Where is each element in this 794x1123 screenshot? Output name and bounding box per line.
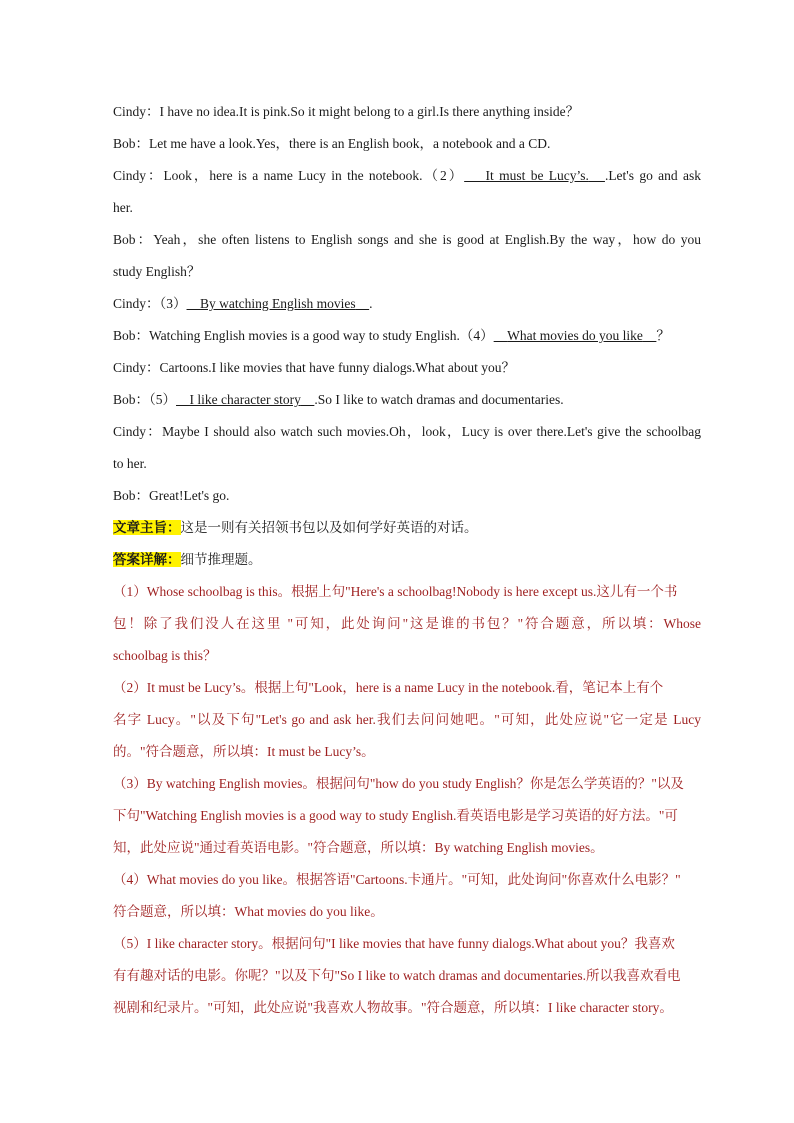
- answer-line: （3）By watching English movies。根据问句"how do you study English？你是怎么学英语的？"以及: [113, 776, 684, 791]
- speaker-label: Bob：: [113, 328, 150, 343]
- dialogue-text: .Let's go and ask: [604, 168, 701, 183]
- answer-line: 的。"符合题意，所以填：It must be Lucy’s。: [113, 744, 375, 759]
- dialogue-text: Watching English movies is a good way to study English.（4）: [149, 328, 494, 343]
- speaker-label: Cindy：: [113, 424, 163, 439]
- dialogue-line-3-cont: [113, 192, 701, 224]
- summary-text: 这是一则有关招领书包以及如何学好英语的对话。: [180, 520, 478, 535]
- answer-line: 有有趣对话的电影。你呢？"以及下句"So I like to watch dramas and documentaries.所以我喜欢看电: [113, 968, 681, 983]
- speaker-label: Cindy：: [113, 168, 164, 183]
- speaker-label: Cindy：: [113, 296, 160, 311]
- dialogue-line-2: [113, 128, 701, 160]
- answer-line: （5）I like character story。根据问句"I like movies that have funny dialogs.What about you？我喜欢: [113, 936, 675, 951]
- analysis-line: [113, 544, 701, 576]
- analysis-text: 细节推理题。: [180, 552, 262, 567]
- summary-label: 文章主旨：: [113, 520, 181, 535]
- speaker-label: Cindy：: [113, 104, 160, 119]
- dialogue-text: Cartoons.I like movies that have funny dialogs.What about you？: [159, 360, 515, 375]
- dialogue-line-9: [113, 416, 701, 448]
- speaker-label: Bob：: [113, 136, 150, 151]
- dialogue-text: ？: [656, 328, 670, 343]
- answer-line: 下句"Watching English movies is a good way to study English.看英语电影是学习英语的好方法。"可: [113, 808, 678, 823]
- answer-line: 知，此处应说"通过看英语电影。"符合题意，所以填：By watching English movies。: [113, 840, 604, 855]
- dialogue-line-4: [113, 224, 701, 256]
- answer-line: 名字 Lucy。"以及下句"Let's go and ask her.我们去问问她吧。"可知，此处应说"它一定是 Lucy: [113, 712, 701, 727]
- dialogue-line-7: [113, 352, 701, 384]
- dialogue-text: Maybe I should also watch such movies.Oh，look，Lucy is over there.Let's give the schoolbag: [162, 424, 701, 439]
- answer-blank-3: By watching English movies: [200, 296, 356, 311]
- dialogue-text: （3）: [159, 296, 187, 311]
- answer-line: 包！除了我们没人在这里 "可知，此处询问"这是谁的书包？"符合题意，所以填：Whose: [113, 616, 701, 631]
- dialogue-line-1: [113, 96, 701, 128]
- dialogue-line-3: [113, 160, 701, 192]
- answer-line: （1）Whose schoolbag is this。根据上句"Here's a schoolbag!Nobody is here except us.这儿有一个书: [113, 584, 678, 599]
- document-content: [113, 96, 701, 1024]
- speaker-label: Bob：: [113, 392, 150, 407]
- answer-line: schoolbag is this？: [113, 648, 217, 663]
- answer-line: 符合题意，所以填：What movies do you like。: [113, 904, 384, 919]
- answer-line: （4）What movies do you like。根据答语"Cartoons.卡通片。"可知，此处询问"你喜欢什么电影？": [113, 872, 681, 887]
- speaker-label: Cindy：: [113, 360, 160, 375]
- summary-line: [113, 512, 701, 544]
- dialogue-text: Let me have a look.Yes，there is an English book，a notebook and a CD.: [149, 136, 551, 151]
- dialogue-text: Great!Let's go.: [149, 488, 230, 503]
- dialogue-text: .So I like to watch dramas and documentaries.: [314, 392, 564, 407]
- speaker-label: Bob：: [113, 232, 154, 247]
- answer-blank-5: I like character story: [189, 392, 301, 407]
- dialogue-text: to her.: [113, 456, 147, 471]
- dialogue-line-6: [113, 320, 701, 352]
- dialogue-text: study English？: [113, 264, 201, 279]
- speaker-label: Bob：: [113, 488, 150, 503]
- dialogue-text: Look，here is a name Lucy in the notebook.（2）: [163, 168, 465, 183]
- dialogue-line-5: [113, 288, 701, 320]
- dialogue-text: her.: [113, 200, 133, 215]
- dialogue-line-9-cont: [113, 448, 701, 480]
- answer-blank-2: It must be Lucy’s.: [485, 168, 589, 183]
- dialogue-text: .: [369, 296, 373, 311]
- dialogue-line-4-cont: [113, 256, 701, 288]
- answer-blank-4: What movies do you like: [507, 328, 643, 343]
- answer-line: 视剧和纪录片。"可知，此处应说"我喜欢人物故事。"符合题意，所以填：I like character story。: [113, 1000, 673, 1015]
- analysis-label: 答案详解：: [113, 552, 181, 567]
- dialogue-line-10: [113, 480, 701, 512]
- dialogue-text: （5）: [149, 392, 177, 407]
- answer-line: （2）It must be Lucy’s。根据上句"Look，here is a name Lucy in the notebook.看，笔记本上有个: [113, 680, 664, 695]
- dialogue-line-8: [113, 384, 701, 416]
- dialogue-text: I have no idea.It is pink.So it might belong to a girl.Is there anything inside？: [159, 104, 580, 119]
- dialogue-text: Yeah，she often listens to English songs and she is good at English.By the way，how do you: [153, 232, 701, 247]
